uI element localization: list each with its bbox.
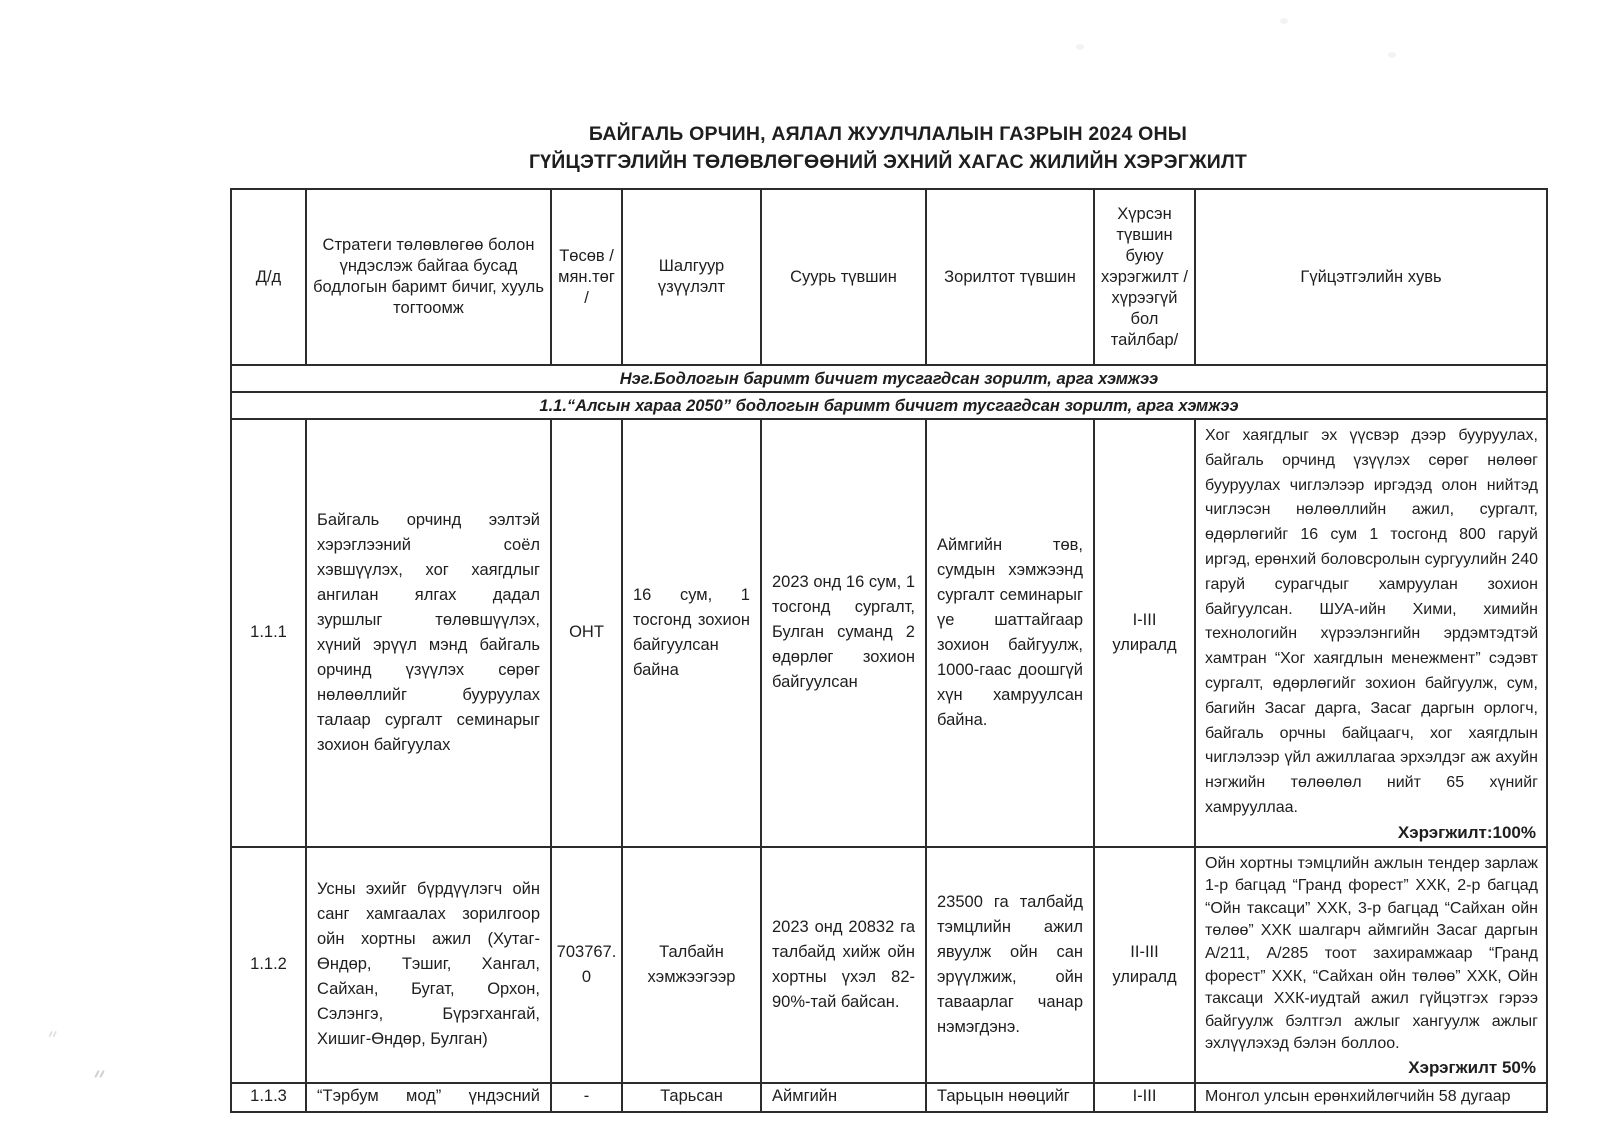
budget-cell: -: [551, 1083, 622, 1112]
achieved-level-cell: I-III: [1094, 1083, 1195, 1112]
target-cell: Аймгийн төв, сумдын хэмжээнд сургалт семинарыг үе шаттайгаар зохион байгуулж, 1000-гаас доошгүй хүн хамруулсан байна.: [926, 419, 1094, 847]
performance-text: Монгол улсын ерөнхийлөгчийн 58 дугаар: [1205, 1087, 1511, 1105]
header-baseline: Суурь түвшин: [761, 189, 926, 365]
header-target: Зорилтот түвшин: [926, 189, 1094, 365]
header-indicator: Шалгуур үзүүлэлт: [622, 189, 761, 365]
baseline-cell: Аймгийн: [761, 1083, 926, 1112]
table-header-row: [231, 189, 1547, 365]
target-cell: Тарьцын нөөцийг: [926, 1083, 1094, 1112]
indicator-cell: Тарьсан: [622, 1083, 761, 1112]
table-row-clipped: [231, 1083, 1547, 1112]
section-row-policy: [231, 365, 1547, 392]
achieved-level-cell: II-III улиралд: [1094, 847, 1195, 1083]
scan-smudge: [1280, 18, 1288, 24]
strategy-cell: Байгаль орчинд ээлтэй хэрэглээний соёл хэвшүүлэх, хог хаягдлыг ангилан ялгах дадал зуршлыг төлөвшүүлэх, хүний эрүүл мэнд байгаль орчинд үзүүлэх сөрөг нөлөөллийг бууруулах талаар сургалт семинарыг зохион байгуулах: [306, 419, 551, 847]
strategy-cell: “Тэрбум мод” үндэсний: [306, 1083, 551, 1112]
header-achieved-level: Хүрсэн түвшин буюу хэрэгжилт /хүрээгүй бол тайлбар/: [1094, 189, 1195, 365]
header-strategy: Стратеги төлөвлөгөө болон үндэслэж байгаа бусад бодлогын баримт бичиг, хууль тогтоомж: [306, 189, 551, 365]
section-title: Нэг.Бодлогын баримт бичигт тусгагдсан зорилт, арга хэмжээ: [231, 365, 1547, 392]
document-title-line2: ГҮЙЦЭТГЭЛИЙН ТӨЛӨВЛӨГӨӨНИЙ ЭХНИЙ ХАГАС ЖИЛИЙН ХЭРЭГЖИЛТ: [529, 151, 1247, 173]
performance-cell: [1195, 1083, 1547, 1112]
budget-cell: 703767.0: [551, 847, 622, 1083]
strategy-cell: Усны эхийг бүрдүүлэгч ойн санг хамгаалах зорилгоор ойн хортны ажил (Хутаг-Өндөр, Тэшиг, Хангал, Сайхан, Бугат, Орхон, Сэлэнгэ, Бүрэгхангай, Хишиг-Өндөр, Булган): [306, 847, 551, 1083]
header-performance: Гүйцэтгэлийн хувь: [1195, 189, 1547, 365]
performance-result: Хэрэгжилт:100%: [1397, 822, 1536, 842]
indicator-cell: Талбайн хэмжээгээр: [622, 847, 761, 1083]
row-number: 1.1.3: [231, 1083, 306, 1112]
implementation-report-table: [230, 188, 1548, 1113]
target-cell: 23500 га талбайд тэмцлийн ажил явуулж ойн сан эрүүлжиж, ойн таваарлаг чанар нэмэгдэнэ.: [926, 847, 1094, 1083]
scan-smudge: [1388, 52, 1396, 58]
indicator-cell: 16 сум, 1 тосгонд зохион байгуулсан байна: [622, 419, 761, 847]
performance-text: Хог хаягдлыг эх үүсвэр дээр бууруулах, байгаль орчинд үзүүлэх сөрөг нөлөөг бууруулах чиглэлээр иргэдэд олон нийтэд чиглэсэн нөлөөллийн ажил, сургалт, өдөрлөгийг 16 сум 1 тосгонд 800 гаруй иргэд, ерөнхий боловсролын сургуулийн 240 гаруй сурагчдыг хамруулан зохион байгуулсан. ШУА-ийн Хими, химийн технологийн хүрээлэнгийн эрдэмтэдтэй хамтран “Хог хаягдлын менежмент” сэдэвт сургалт, өдөрлөгийг зохион байгуулж, сум, багийн Засаг дарга, Засаг даргын орлогч, байгаль орчны байцаагч, хог хаягдлын чиглэлээр үйл ажиллагаа эрхэлдэг аж ахуйн нэгжийн төлөөлөл нийт 65 хүнийг хамрууллаа.: [1205, 427, 1538, 816]
header-number: Д/д: [231, 189, 306, 365]
table-row: [231, 847, 1547, 1083]
section-title: 1.1.“Алсын хараа 2050” бодлогын баримт бичигт тусгагдсан зорилт, арга хэмжээ: [231, 392, 1547, 419]
header-budget: Төсөв /мян.төг/: [551, 189, 622, 365]
document-title-line1: БАЙГАЛЬ ОРЧИН, АЯЛАЛ ЖУУЛЧЛАЛЫН ГАЗРЫН 2024 ОНЫ: [588, 123, 1188, 145]
performance-cell: [1195, 419, 1547, 847]
performance-cell: [1195, 847, 1547, 1083]
budget-cell: ОНТ: [551, 419, 622, 847]
row-number: 1.1.1: [231, 419, 306, 847]
performance-result: Хэрэгжилт 50%: [1408, 1057, 1536, 1077]
table-row: [231, 419, 1547, 847]
scan-smudge: [1076, 44, 1084, 50]
pencil-mark: [95, 1070, 106, 1079]
section-row-vision-2050: [231, 392, 1547, 419]
performance-text: Ойн хортны тэмцлийн ажлын тендер зарлаж 1-р багцад “Гранд форест” ХХК, 2-р багцад “Ойн таксаци” ХХК, 3-р багцад “Сайхан ойн төлөө” ХХК шалгарч аймгийн Засаг даргын А/211, А/285 тоот захирамжаар “Гранд форест” ХХК, “Сайхан ойн төлөө” ХХК, Ойн таксаци ХХК-иудтай ажил гүйцэтгэх гэрээ байгуулж бэлтгэл ажлыг хангуулж ажлыг эхлүүлэхэд бэлэн боллоо.: [1205, 854, 1538, 1053]
baseline-cell: 2023 онд 16 сум, 1 тосгонд сургалт, Булган суманд 2 өдөрлөг зохион байгуулсан: [761, 419, 926, 847]
baseline-cell: 2023 онд 20832 га талбайд хийж ойн хортны үхэл 82-90%-тай байсан.: [761, 847, 926, 1083]
row-number: 1.1.2: [231, 847, 306, 1083]
document-title: [230, 120, 1546, 176]
pencil-mark: [49, 1031, 58, 1038]
achieved-level-cell: I-III улиралд: [1094, 419, 1195, 847]
